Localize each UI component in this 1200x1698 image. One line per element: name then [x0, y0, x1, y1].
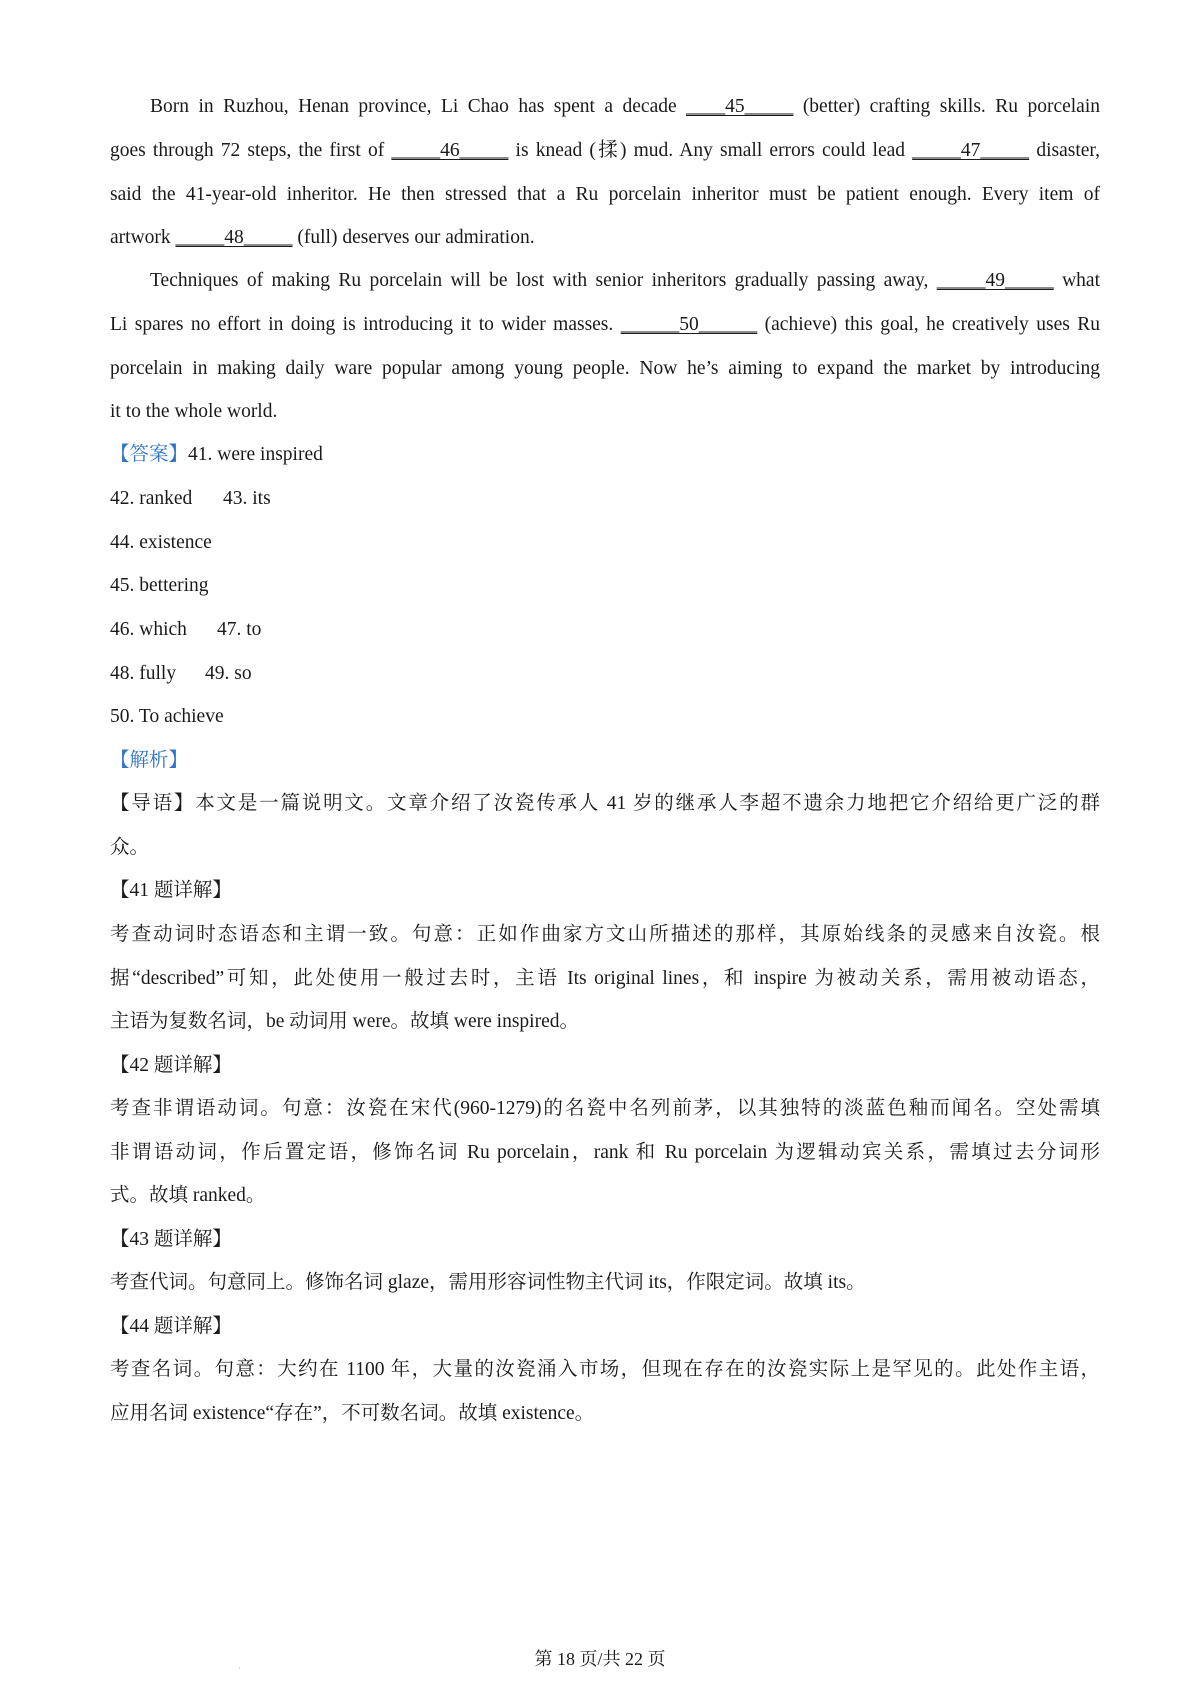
- q42-title: 【42 题详解】: [110, 1055, 232, 1076]
- q41-line3: 主语为复数名词，be 动词用 were。故填 were inspired。: [110, 1011, 579, 1032]
- answer-47: 47. to: [217, 619, 262, 640]
- answer-44: 44. existence: [110, 532, 212, 553]
- answer-43: 43. its: [223, 488, 271, 509]
- q41-line1: 考查动词时态语态和主谓一致。句意：正如作曲家方文山所描述的那样，其原始线条的灵感来自汝瓷。根: [110, 924, 1100, 945]
- passage-p2-line4: it to the whole world.: [110, 401, 278, 422]
- answer-45: 45. bettering: [110, 575, 209, 596]
- page-footer: 第 18 页/共 22 页: [534, 1649, 666, 1669]
- q42-line2: 非谓语动词，作后置定语，修饰名词 Ru porcelain，rank 和 Ru porcelain 为逻辑动宾关系，需填过去分词形: [110, 1142, 1100, 1163]
- analysis-label: 【解析】: [110, 750, 189, 771]
- q42-line3: 式。故填 ranked。: [110, 1185, 266, 1206]
- answer-49: 49. so: [205, 663, 252, 684]
- answer-42: 42. ranked: [110, 488, 193, 509]
- blank-46: _____46_____: [391, 140, 509, 161]
- passage-p2-line2: Li spares no effort in doing is introducing it to wider masses. ______50______ (achieve) this goal, he creatively uses Ru: [110, 314, 1100, 335]
- answer-48: 48. fully: [110, 663, 177, 684]
- scan-speck: ·: [238, 1664, 241, 1673]
- answer-50: 50. To achieve: [110, 706, 224, 727]
- answer-46: 46. which: [110, 619, 187, 640]
- q44-title: 【44 题详解】: [110, 1316, 232, 1337]
- blank-49: _____49_____: [936, 270, 1054, 291]
- intro-line1: 【导语】本文是一篇说明文。文章介绍了汝瓷传承人 41 岁的继承人李超不遗余力地把它介绍给更广泛的群: [110, 793, 1100, 814]
- intro-line2: 众。: [110, 837, 150, 858]
- passage-p1-line1: Born in Ruzhou, Henan province, Li Chao has spent a decade ____45_____ (better) crafting skills. Ru porcelain: [150, 96, 1100, 117]
- blank-47: _____47_____: [912, 140, 1030, 161]
- q42-line1: 考查非谓语动词。句意：汝瓷在宋代(960-1279)的名瓷中名列前茅，以其独特的淡蓝色釉而闻名。空处需填: [110, 1098, 1100, 1119]
- blank-50: ______50______: [620, 314, 758, 335]
- blank-48: _____48_____: [175, 227, 293, 248]
- answer-label: 【答案】: [110, 444, 189, 465]
- answer-row-41: [110, 442, 1100, 468]
- passage-p2-line3: porcelain in making daily ware popular among young people. Now he’s aiming to expand the market by introducing: [110, 358, 1100, 379]
- answer-41: 41. were inspired: [188, 444, 323, 465]
- q41-line2: 据“described”可知，此处使用一般过去时，主语 Its original lines，和 inspire 为被动关系，需用被动语态，: [110, 968, 1100, 989]
- passage-p1-line2: goes through 72 steps, the first of _____46_____ is knead (揉) mud. Any small errors could lead _____47_____ disaster,: [110, 140, 1100, 161]
- q44-line2: 应用名词 existence“存在”，不可数名词。故填 existence。: [110, 1403, 595, 1424]
- q41-title: 【41 题详解】: [110, 880, 232, 901]
- passage-p2-line1: Techniques of making Ru porcelain will be lost with senior inheritors gradually passing away, _____49_____ what: [150, 270, 1101, 291]
- q43-title: 【43 题详解】: [110, 1229, 232, 1250]
- passage-p1-line4: artwork _____48_____ (full) deserves our admiration.: [110, 227, 535, 248]
- blank-45: ____45_____: [686, 96, 794, 117]
- q44-line1: 考查名词。句意：大约在 1100 年，大量的汝瓷涌入市场，但现在存在的汝瓷实际上是罕见的。此处作主语，: [110, 1359, 1100, 1380]
- passage-p1-line3: said the 41-year-old inheritor. He then stressed that a Ru porcelain inheritor must be patient enough. Every item of: [110, 184, 1100, 205]
- q43-line1: 考查代词。句意同上。修饰名词 glaze，需用形容词性物主代词 its，作限定词。故填 its。: [110, 1272, 866, 1293]
